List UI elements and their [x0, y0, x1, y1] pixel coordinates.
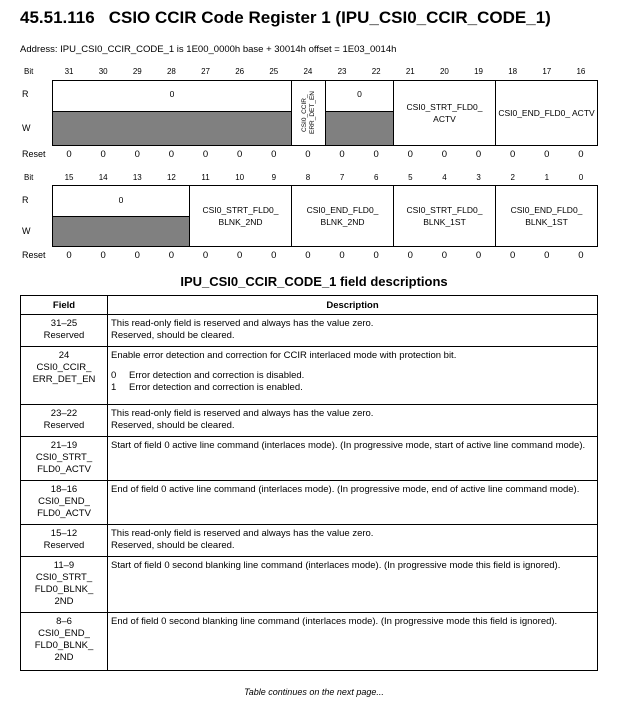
table-row: 8–6 CSI0_END_ FLD0_BLNK_ 2ND End of field 0 second blanking line command (interlaces mode). (In progressive mode this field is ignored).	[21, 613, 598, 671]
field-strt-fld0-blnk-1st: CSI0_STRT_FLD0_ BLNK_1ST	[393, 186, 495, 246]
register-address: Address: IPU_CSI0_CCIR_CODE_1 is 1E00_0000h base + 30014h offset = 1E03_0014h	[20, 44, 397, 55]
reserved-field-23-22: 0	[325, 81, 393, 111]
reserved-field-15-12: 0	[118, 195, 124, 205]
reset-values-lower: 0 0 0 0 0 0 0 0 0 0 0 0 0 0 0 0	[66, 250, 584, 261]
table-row: 31–25 Reserved This read-only field is reserved and always has the value zero. Reserved, should be cleared.	[21, 315, 598, 347]
table-row: 18–16 CSI0_END_ FLD0_ACTV End of field 0 active line command (interlaces mode). (In progressive mode, end of active line command mode).	[21, 481, 598, 525]
field-end-fld0-actv: CSI0_END_FLD0_ ACTV	[495, 81, 597, 145]
field-end-fld0-blnk-1st: CSI0_END_FLD0_ BLNK_1ST	[495, 186, 597, 246]
field-strt-fld0-actv: CSI0_STRT_FLD0_ ACTV	[393, 81, 495, 145]
section-number: 45.51.116	[20, 8, 95, 27]
reserved-field-31-25: 0	[169, 89, 175, 99]
register-title: CSIO CCIR Code Register 1 (IPU_CSI0_CCIR_CODE_1)	[108, 8, 551, 27]
field-end-fld0-blnk-2nd: CSI0_END_FLD0_ BLNK_2ND	[291, 186, 393, 246]
col-field-header: Field	[21, 296, 108, 315]
reset-values-upper: 0 0 0 0 0 0 0 0 0 0 0 0 0 0 0 0	[66, 149, 584, 160]
table-row: 24 CSI0_CCIR_ ERR_DET_EN Enable error detection and correction for CCIR interlaced mode with protection bit. 0 Error detection and correction is disabled. 1 Error detection and correction is enabled.	[21, 347, 598, 405]
table-row: 23–22 Reserved This read-only field is reserved and always has the value zero. Reserved, should be cleared.	[21, 405, 598, 437]
enum-value-0: 0 Error detection and correction is disabled.	[111, 370, 305, 381]
reserved-write-15-12	[53, 216, 189, 246]
field-table-title: IPU_CSI0_CCIR_CODE_1 field descriptions	[180, 274, 448, 289]
enum-value-1: 1 Error detection and correction is enabled.	[111, 382, 303, 393]
table-row: 15–12 Reserved This read-only field is reserved and always has the value zero. Reserved, should be cleared.	[21, 525, 598, 557]
table-continues-note: Table continues on the next page...	[244, 687, 384, 697]
reserved-write-31-25	[53, 111, 291, 145]
field-strt-fld0-blnk-2nd: CSI0_STRT_FLD0_ BLNK_2ND	[189, 186, 291, 246]
register-diagram-lower	[52, 185, 598, 247]
col-description-header: Description	[108, 296, 598, 315]
r-label-upper: R	[22, 89, 29, 99]
r-label-lower: R	[22, 195, 29, 205]
register-diagram-upper	[52, 80, 598, 146]
table-row: 11–9 CSI0_STRT_ FLD0_BLNK_ 2ND Start of field 0 second blanking line command (interlaces mode). (In progressive mode this field is ignored).	[21, 557, 598, 613]
reserved-write-23-22	[325, 111, 393, 145]
table-row: 21–19 CSI0_STRT_ FLD0_ACTV Start of field 0 active line command (interlaces mode). (In progressive mode, start of active line command mode).	[21, 437, 598, 481]
w-label-lower: W	[22, 226, 31, 236]
field-descriptions-table	[20, 295, 598, 671]
reset-label-lower: Reset	[22, 250, 46, 260]
reset-label-upper: Reset	[22, 149, 46, 159]
w-label-upper: W	[22, 123, 31, 133]
bit-numbers-upper: 31 30 29 28 27 26 25 24 23 22 21 20 19 18 17 16	[64, 67, 586, 76]
page-title	[20, 8, 551, 28]
bit-numbers-lower: 15 14 13 12 11 10 9 8 7 6 5 4 3 2 1 0	[64, 173, 584, 182]
bit-label-upper: Bit	[24, 67, 34, 76]
bit-label-lower: Bit	[24, 173, 34, 182]
field-err-det-en: CSI0_CCIR_ ERR_DET_EN	[291, 81, 325, 145]
